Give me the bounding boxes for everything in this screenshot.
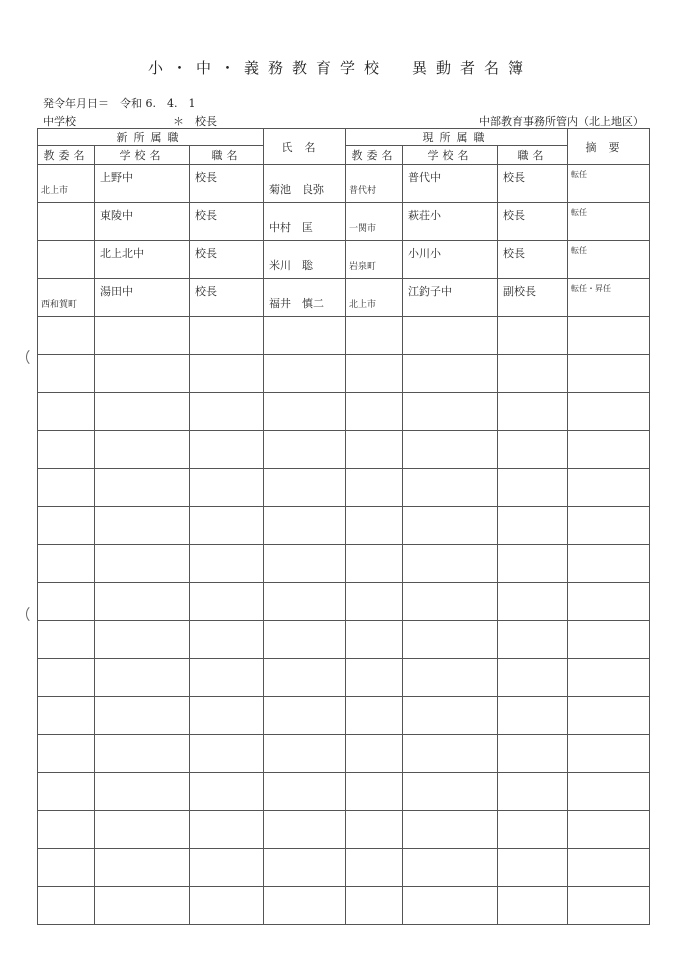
table-row-empty	[38, 583, 650, 621]
current-title-cell: 副校長	[503, 285, 536, 298]
current-board-cell: 岩泉町	[349, 262, 377, 272]
table-row-empty	[38, 621, 650, 659]
remarks-cell: 転任	[571, 246, 587, 255]
new-school-cell: 東陵中	[100, 209, 133, 222]
new-school-cell: 湯田中	[100, 285, 133, 298]
table-row-empty	[38, 355, 650, 393]
issue-date: 発令年月日＝ 令和 6. 4. 1	[43, 97, 196, 110]
table-row-empty	[38, 735, 650, 773]
new-title-cell: 校長	[195, 209, 217, 222]
current-title-cell: 校長	[503, 209, 525, 222]
person-name-cell: 菊池 良弥	[269, 183, 324, 196]
table-row-empty	[38, 849, 650, 887]
table-row-empty	[38, 545, 650, 583]
table-row-empty	[38, 469, 650, 507]
new-board-cell: 西和賀町	[41, 300, 78, 310]
table-row-empty	[38, 811, 650, 849]
office-label: 中部教育事務所管内（北上地区）	[479, 115, 644, 128]
table-row-empty	[38, 393, 650, 431]
person-name-cell: 米川 聡	[269, 259, 313, 272]
table-row-empty	[38, 887, 650, 925]
transfer-roster-table	[37, 128, 650, 925]
remarks-cell: 転任・昇任	[571, 284, 611, 293]
current-title-cell: 校長	[503, 247, 525, 260]
current-board-cell: 北上市	[349, 300, 377, 310]
table-row-empty	[38, 773, 650, 811]
table-row-empty	[38, 507, 650, 545]
current-school-cell: 萩荘小	[408, 209, 441, 222]
document-title: 小・中・義務教育学校 異動者名簿	[147, 59, 532, 77]
current-school-cell: 小川小	[408, 247, 441, 260]
name-header: 氏名	[264, 129, 346, 165]
current-school-cell: 普代中	[408, 171, 441, 184]
current-title-header: 職名	[498, 146, 568, 165]
current-school-header: 学校名	[403, 146, 498, 165]
table-row-empty	[38, 317, 650, 355]
current-board-header: 教委名	[346, 146, 403, 165]
current-title-cell: 校長	[503, 171, 525, 184]
new-school-cell: 北上北中	[100, 247, 144, 260]
person-name-cell: 福井 慎二	[269, 297, 324, 310]
current-board-cell: 普代村	[349, 186, 377, 196]
new-title-cell: 校長	[195, 247, 217, 260]
remarks-cell: 転任	[571, 208, 587, 217]
person-name-cell: 中村 匡	[269, 221, 313, 234]
new-title-header: 職名	[190, 146, 264, 165]
new-title-cell: 校長	[195, 171, 217, 184]
table-row-empty	[38, 697, 650, 735]
table-row	[38, 279, 650, 317]
table-row	[38, 241, 650, 279]
current-board-cell: 一関市	[349, 224, 377, 234]
new-school-header: 学校名	[95, 146, 190, 165]
new-title-cell: 校長	[195, 285, 217, 298]
school-type: 中学校	[43, 115, 76, 128]
table-row-empty	[38, 659, 650, 697]
new-school-cell: 上野中	[100, 171, 133, 184]
current-affiliation-header: 現所属職	[346, 129, 568, 146]
table-row	[38, 203, 650, 241]
position-label: ＊ 校長	[173, 115, 217, 128]
table-row-empty	[38, 431, 650, 469]
new-board-header: 教委名	[38, 146, 95, 165]
new-board-cell: 北上市	[41, 186, 69, 196]
table-row	[38, 165, 650, 203]
remarks-header: 摘要	[568, 129, 650, 165]
new-affiliation-header: 新所属職	[38, 129, 264, 146]
current-school-cell: 江釣子中	[408, 285, 452, 298]
remarks-cell: 転任	[571, 170, 587, 179]
